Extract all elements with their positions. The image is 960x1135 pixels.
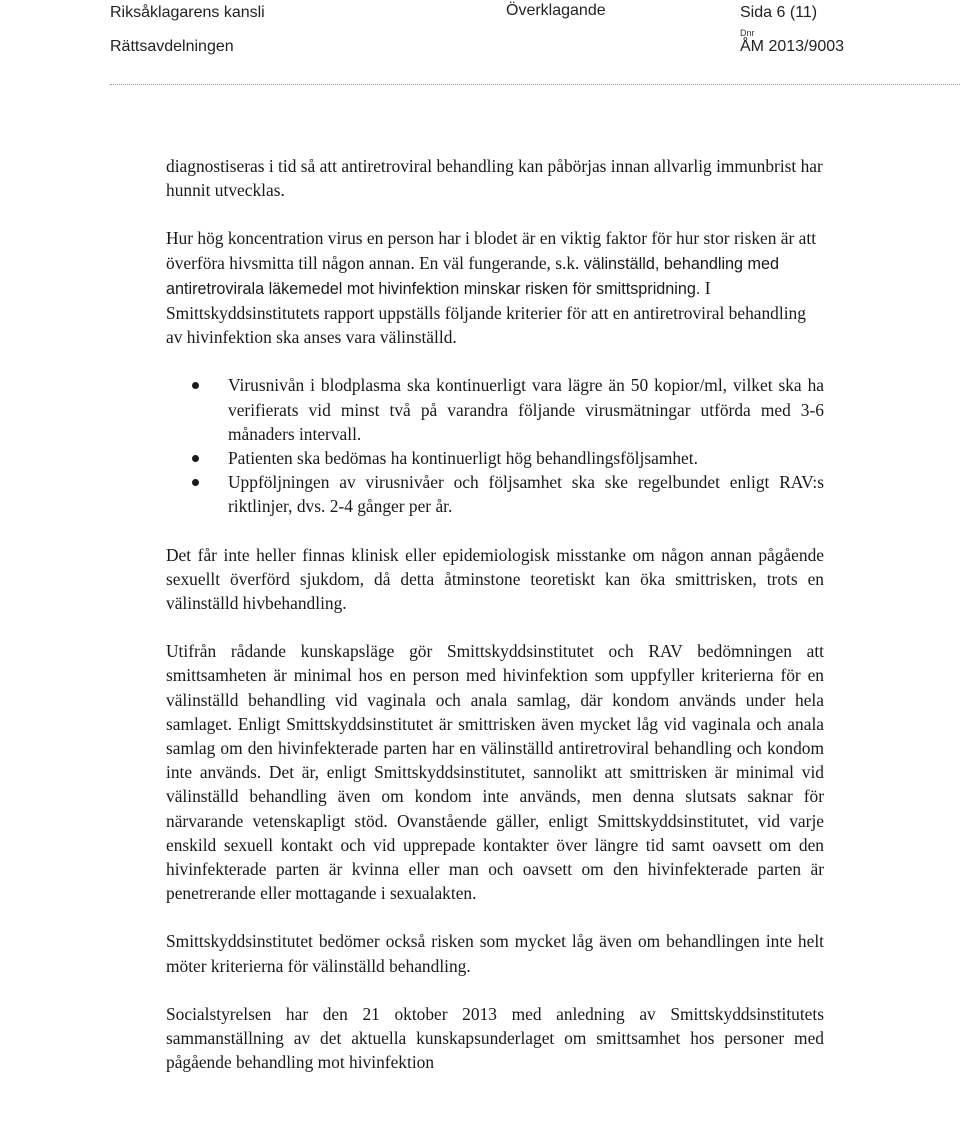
list-item-text: Virusnivån i blodplasma ska kontinuerligt vara lägre än 50 kopior/ml, vilket ska ha verifierats vid minst två på varandra följande virusmätningar utförda med 3-6 månaders intervall. <box>228 375 824 444</box>
paragraph-5: Smittskyddsinstitutet bedömer också risken som mycket låg även om behandlingen inte helt möter kriterierna för välinställd behandling. <box>166 931 824 976</box>
bullet-icon <box>192 479 199 486</box>
document-type: Överklagande <box>506 2 606 19</box>
paragraph-3: Det får inte heller finnas klinisk eller epidemiologisk misstanke om någon annan pågående sexuellt överförd sjukdom, då detta åtminstone teoretiskt kan öka smittrisken, trots en välinställd hivbehandling. <box>166 544 824 614</box>
department-name: Rättsavdelningen <box>110 38 234 55</box>
dnr-number: ÅM 2013/9003 <box>740 38 845 55</box>
list-item <box>166 446 824 470</box>
list-item-text: Patienten ska bedömas ha kontinuerligt hög behandlingsföljsamhet. <box>228 448 698 469</box>
organization-name: Riksåklagarens kansli <box>110 4 265 21</box>
paragraph-2-sentence-1: Hur hög koncentration virus en person har i blodet är en viktig faktor för hur stor risken är att överföra hivsmitta till någon annan. En väl fungerande, s.k. <box>166 228 817 273</box>
document-body <box>166 154 824 1075</box>
list-item-text: Uppföljningen av virusnivåer och följsamhet ska ske regelbundet enligt RAV:s riktlinjer, dvs. 2-4 gånger per år. <box>228 472 824 517</box>
page-header <box>0 0 960 90</box>
dnr-label: Dnr <box>740 28 755 38</box>
paragraph-2-sentence-3: I Smittskyddsinstitutets rapport uppställs följande kriterier för att en antiretroviral behandling av hivinfektion ska anses vara välinställd. <box>166 277 806 348</box>
bullet-icon <box>192 382 199 389</box>
paragraph-1: diagnostiseras i tid så att antiretroviral behandling kan påbörjas innan allvarlig immunbrist har hunnit utvecklas. <box>166 156 823 201</box>
bullet-icon <box>192 455 199 462</box>
criteria-list <box>166 373 824 518</box>
header-divider <box>110 84 960 85</box>
paragraph-6: Socialstyrelsen har den 21 oktober 2013 med anledning av Smittskyddsinstitutets sammanställning av det aktuella kunskapsunderlaget om smittsamhet hos personer med pågående behandling mot hivinfektion <box>166 1003 824 1073</box>
paragraph-2 <box>166 226 824 349</box>
list-item <box>166 373 824 446</box>
list-item <box>166 470 824 518</box>
paragraph-4: Utifrån rådande kunskapsläge gör Smittskyddsinstitutet och RAV bedömningen att smittsamheten är minimal hos en person med hivinfektion som uppfyller kriterierna för en välinställd behandling vid vaginala och anala samlag, där kondom används under hela samlaget. Enligt Smittskyddsinstitutet är smittrisken även mycket låg vid vaginala och anala samlag om den hivinfekterade parten har en välinställd antiretroviral behandling och kondom inte används. Det är, enligt Smittskyddsinstitutet, sannolikt att smittrisken är minimal vid välinställd behandling även om kondom inte används, men denna slutsats saknar för närvarande vetenskapligt stöd. Ovanstående gäller, enligt Smittskyddsinstitutet, vid varje enskild sexuell kontakt och vid upprepade kontakter över längre tid samt oavsett om den hivinfekterade parten är kvinna eller man och oavsett om den hivinfekterade parten är penetrerande eller mottagande i sexualakten. <box>166 641 824 904</box>
page-number: Sida 6 (11) <box>740 4 818 21</box>
paragraph-2-sentence-2: välinställd, behandling med antiretrovirala läkemedel mot hivinfektion minskar risken för smittspridning. <box>166 254 780 298</box>
